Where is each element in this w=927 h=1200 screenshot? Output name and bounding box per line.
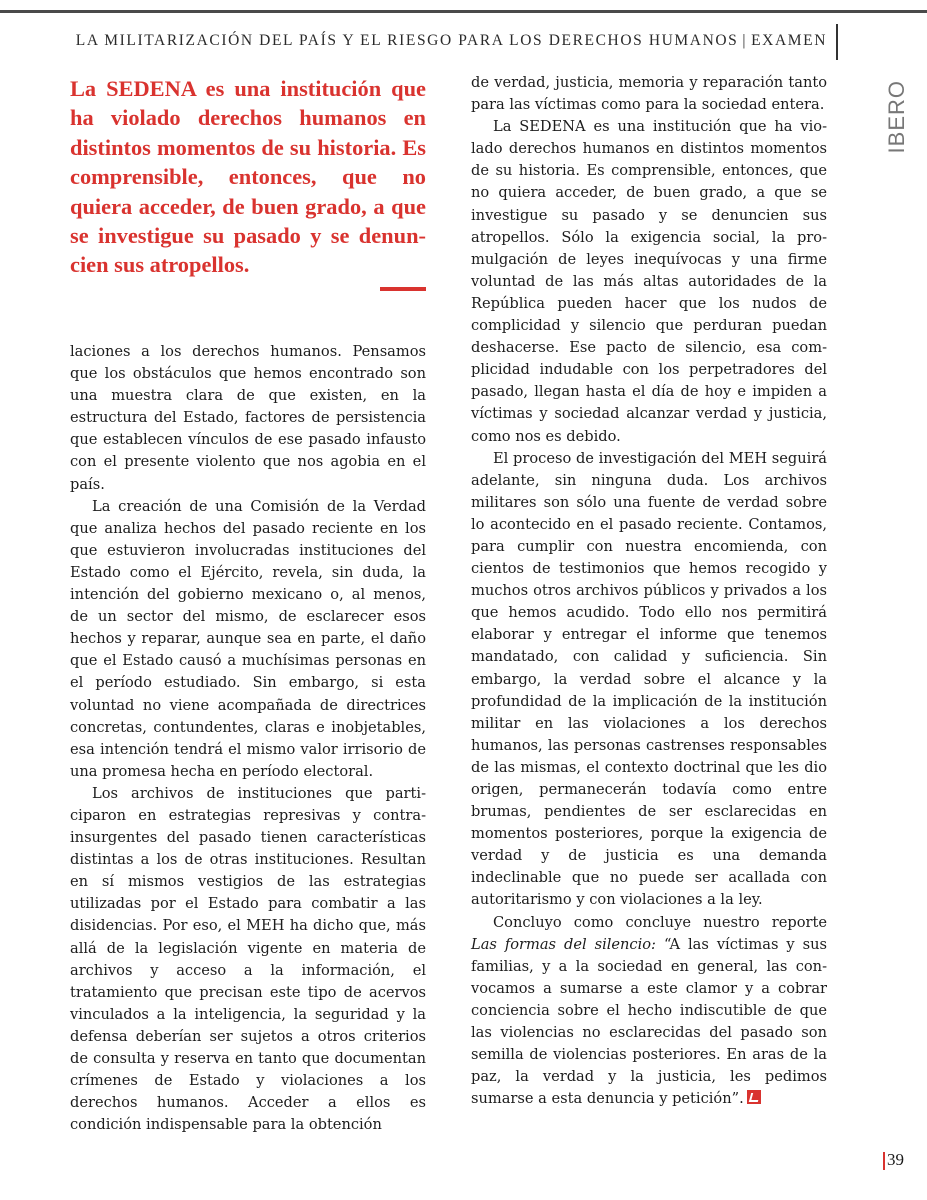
closing-paragraph	[471, 912, 827, 1111]
running-head-label: EXAMEN	[751, 32, 827, 49]
right-column	[471, 72, 827, 1110]
paragraph: laciones a los derechos humanos. Pensamos que los obstáculos que hemos encontrado son una muestra clara de que existen, en la estructura del Estado, factores de persistencia que establecen vínculos de ese pasado infausto con el presente violento que nos agobia en el país.	[70, 343, 426, 493]
report-title: Las formas del silencio:	[471, 935, 656, 953]
pull-quote: La SEDENA es una institución que ha violado derechos humanos en distintos momentos de su historia. Es comprensible, entonces, que no quiera acceder, de buen grado, a que se investigue su pasado y se denuncien sus atropellos.	[70, 76, 426, 278]
paragraph: La creación de una Comisión de la Verdad que analiza hechos del pasado reciente en los que estuvieron involucradas instituciones del Estado como el Ejército, revela, sin duda, la intención del gobierno mexicano o, al menos, de un sector del mismo, de esclarecer esos hechos y reparar, aunque sea en parte, el daño que el Estado causó a muchísimas personas en el período estudiado. Sin embargo, si esta voluntad no viene acompañada de directrices concretas, contundentes, claras e inobjetables, esa intención tendrá el mismo valor irrisorio de una promesa hecha en período electoral.	[70, 497, 426, 780]
paragraph: de verdad, justicia, memoria y reparación tanto para las víctimas como para la sociedad entera.	[471, 74, 827, 114]
end-mark-icon	[747, 1090, 761, 1104]
brand-logo: IBERO	[884, 80, 909, 154]
closing-quote: “A las víctimas y sus familias, y a la sociedad en general, las convocamos a sumarse a este clamor y a cobrar conciencia sobre el hecho indiscutible de que las violencias no esclarecidas del pasado son semilla de violencias posteriores. En aras de la paz, la verdad y la justicia, les pedimos sumarse a esta denuncia y petición”.	[471, 935, 827, 1108]
paragraph: El proceso de investigación del MEH seguirá adelante, sin ninguna duda. Los archivos militares son sólo una fuente de verdad sobre lo acontecido en el pasado reciente. Contamos, para cumplir con nuestra encomienda, con cientos de testimonios que hemos recogido y muchos otros archivos públicos y privados a los que hemos acudido. Todo ello nos permitirá elaborar y entregar el informe que tenemos mandatado, con calidad y suficiencia. Sin embargo, la verdad sobre el alcance y la profundidad de la implicación de la institución militar en las violaciones a los derechos humanos, las personas castrenses responsables de las mismas, el contexto doctrinal que les dio origen, permanecerán todavía como entre brumas, pendientes de ser esclarecidas en momentos posteriores, porque la exigencia de verdad y de justicia es una demanda indeclinable que no puede ser acallada con autoritarismo y con violaciones a la ley.	[471, 449, 827, 909]
pull-quote-rule	[380, 287, 426, 291]
page-number: 39	[887, 1150, 904, 1169]
header-divider	[836, 24, 838, 60]
closing-lead: Concluyo como concluye nuestro reporte	[493, 913, 827, 931]
folio-rule	[883, 1152, 885, 1170]
running-head-section: LA MILITARIZACIÓN DEL PAÍS Y EL RIESGO PARA LOS DERECHOS HUMANOS	[75, 32, 739, 49]
paragraph: La SEDENA es una institución que ha violado derechos humanos en distintos momentos de su historia. Es comprensible, entonces, que no quiera acceder, de buen grado, a que se investigue su pasado y se denuncien sus atropellos. Sólo la exigencia social, la promulgación de leyes inequívocas y una firme voluntad de las más altas autoridades de la República pueden hacer que los nudos de complicidad y silencio que perduran puedan deshacerse. Ese pacto de silencio, esa complicidad indudable con los perpetradores del pasado, llegan hasta el día de hoy e impiden a víctimas y sociedad alcanzar verdad y justicia, como nos es debido.	[471, 118, 827, 445]
header-rule	[0, 10, 927, 13]
left-column	[70, 341, 426, 1136]
paragraph: Los archivos de instituciones que participaron en estrategias represivas y contrainsurgentes del pasado tienen características distintas a los de otras instituciones. Resultan en sí mismos vestigios de las estrategias utilizadas por el Estado para combatir a las disidencias. Por eso, el MEH ha dicho que, más allá de la legislación vigente en materia de archivos y acceso a la información, el tratamiento que precisan este tipo de acervos vinculados a la inteligencia, la seguridad y la defensa deberían ser sujetos a otros criterios de consulta y reserva en tanto que documentan crímenes de Estado y violaciones a los derechos humanos. Acceder a ellos es condición indispensable para la obtención	[70, 784, 426, 1134]
running-head	[76, 32, 827, 50]
running-head-separator: |	[742, 32, 748, 49]
